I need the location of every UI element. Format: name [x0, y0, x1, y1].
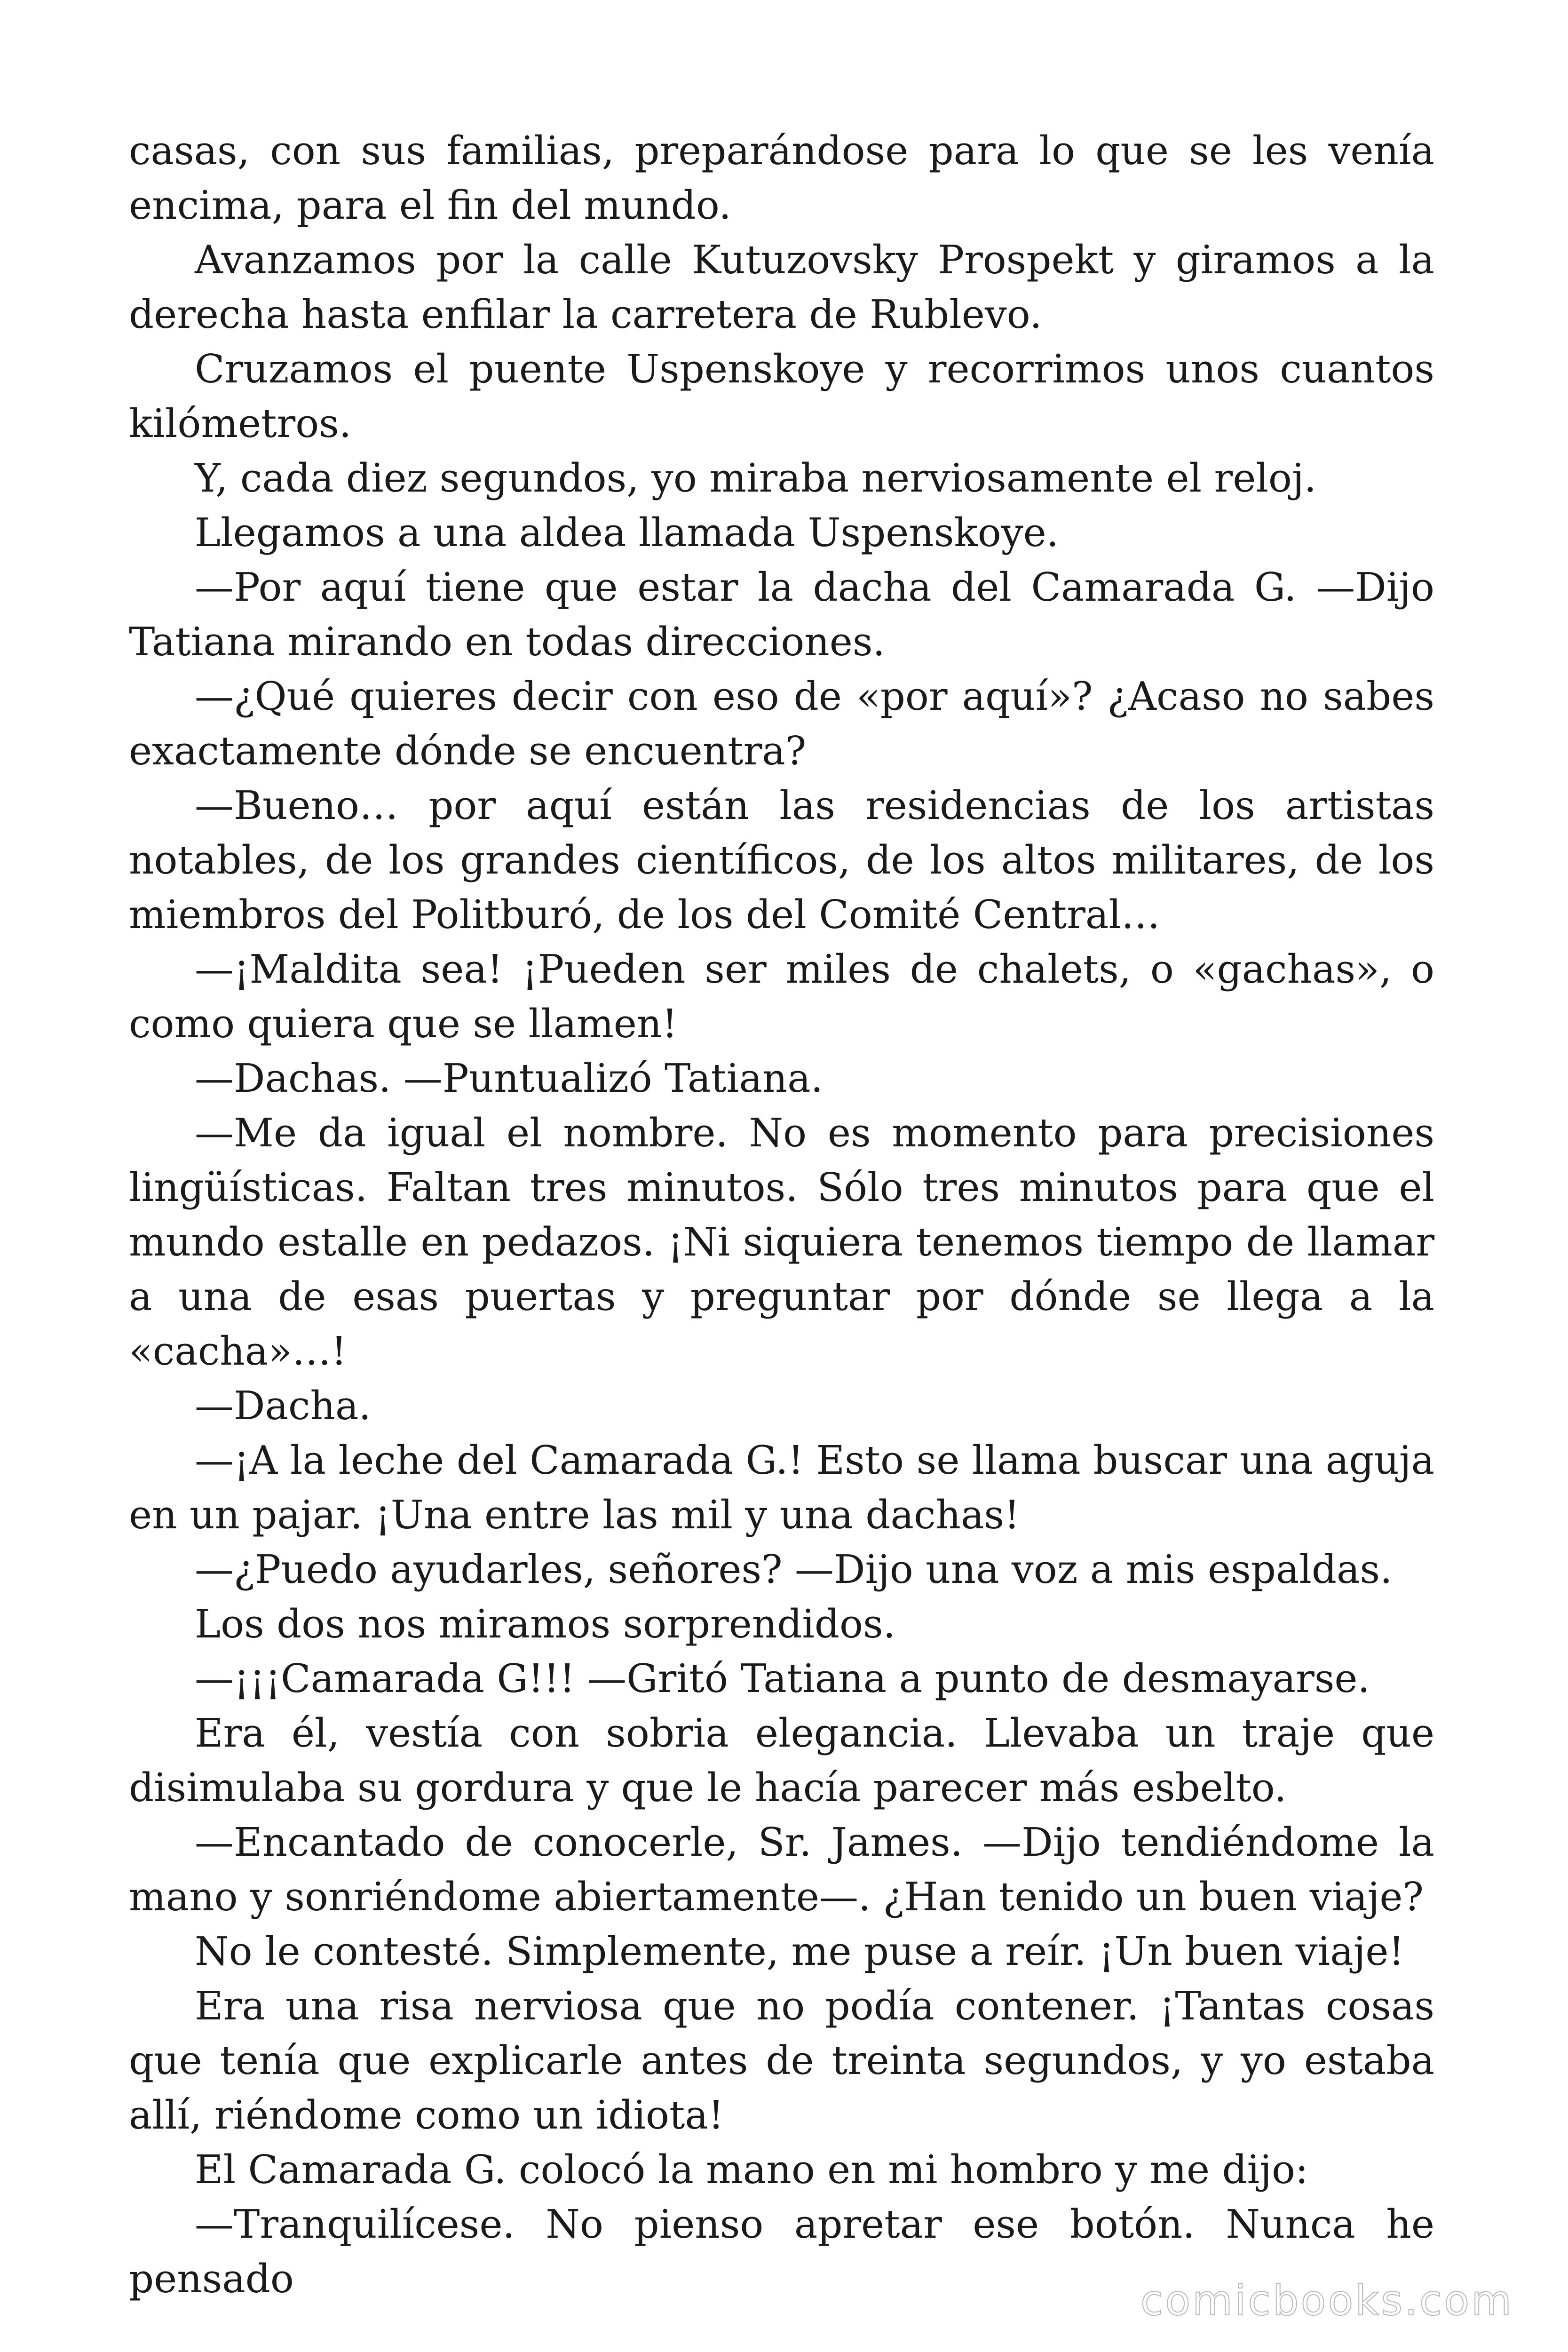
paragraph-1: casas, con sus familias, preparándose para lo que se les venía encima, para el fin del mundo. [129, 128, 1434, 228]
paragraph-19: No le contesté. Simplemente, me puse a reír. ¡Un buen viaje! [195, 1929, 1404, 1974]
paragraph-2: Avanzamos por la calle Kutuzovsky Prospekt y giramos a la derecha hasta enfilar la carretera de Rublevo. [129, 237, 1434, 337]
watermark: comicbooks.com [1140, 2276, 1513, 2325]
paragraph-13: —¡A la leche del Camarada G.! Esto se llama buscar una aguja en un pajar. ¡Una entre las mil y una dachas! [129, 1438, 1434, 1538]
paragraph-15: Los dos nos miramos sorprendidos. [195, 1601, 895, 1647]
paragraph-7: —¿Qué quieres decir con eso de «por aquí»? ¿Acaso no sabes exactamente dónde se encuentra? [129, 674, 1434, 774]
paragraph-22: —Tranquilícese. No pienso apretar ese botón. Nunca he pensado [129, 2201, 1434, 2302]
paragraph-17: Era él, vestía con sobria elegancia. Llevaba un traje que disimulaba su gordura y que le hacía parecer más esbelto. [129, 1710, 1434, 1811]
paragraph-12: —Dacha. [195, 1383, 371, 1429]
paragraph-21: El Camarada G. colocó la mano en mi hombro y me dijo: [195, 2147, 1308, 2193]
paragraph-18: —Encantado de conocerle, Sr. James. —Dijo tendiéndome la mano y sonriéndome abiertamente—. ¿Han tenido un buen viaje? [129, 1820, 1434, 1920]
paragraph-4: Y, cada diez segundos, yo miraba nerviosamente el reloj. [195, 455, 1316, 501]
paragraph-3: Cruzamos el puente Uspenskoye y recorrimos unos cuantos kilómetros. [129, 346, 1434, 446]
paragraph-5: Llegamos a una aldea llamada Uspenskoye. [195, 510, 1059, 556]
body-text [129, 124, 1434, 2306]
paragraph-20: Era una risa nerviosa que no podía contener. ¡Tantas cosas que tenía que explicarle antes de treinta segundos, y yo estaba allí, riéndome como un idiota! [129, 1983, 1434, 2138]
paragraph-6: —Por aquí tiene que estar la dacha del Camarada G. —Dijo Tatiana mirando en todas direcciones. [129, 564, 1434, 665]
paragraph-8: —Bueno… por aquí están las residencias de los artistas notables, de los grandes científicos, de los altos militares, de los miembros del Politburó, de los del Comité Central… [129, 783, 1434, 938]
paragraph-11: —Me da igual el nombre. No es momento para precisiones lingüísticas. Faltan tres minutos. Sólo tres minutos para que el mundo estalle en pedazos. ¡Ni siquiera tenemos tiempo de llamar a una de esas puertas y preguntar por dónde se llega a la «cacha»…! [129, 1110, 1434, 1374]
paragraph-14: —¿Puedo ayudarles, señores? —Dijo una voz a mis espaldas. [195, 1547, 1393, 1592]
paragraph-9: —¡Maldita sea! ¡Pueden ser miles de chalets, o «gachas», o como quiera que se llamen! [129, 946, 1434, 1047]
paragraph-10: —Dachas. —Puntualizó Tatiana. [195, 1056, 824, 1101]
paragraph-16: —¡¡¡Camarada G!!! —Gritó Tatiana a punto de desmayarse. [195, 1656, 1370, 1701]
